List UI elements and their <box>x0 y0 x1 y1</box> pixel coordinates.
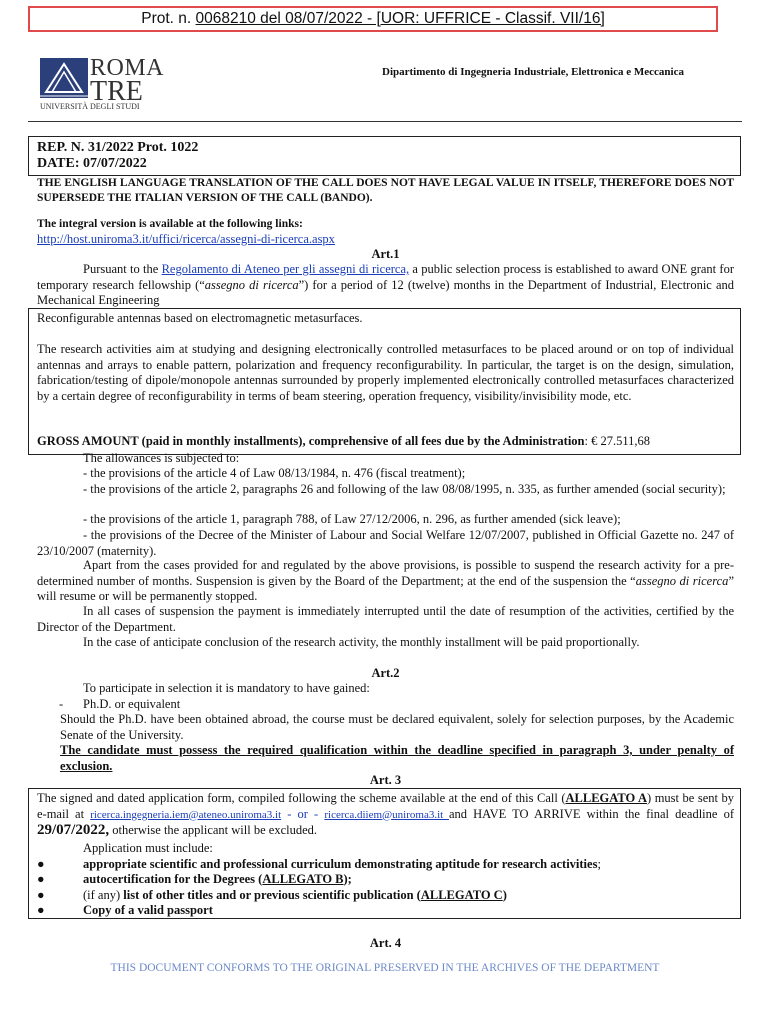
suspension-paragraph-2: In all cases of suspension the payment is immediately interrupted until the date of resumption of the activities, certified by the Director of the Department. <box>37 604 734 634</box>
deadline-date: 29/07/2022, <box>37 822 110 838</box>
document-footer: THIS DOCUMENT CONFORMS TO THE ORIGINAL PRESERVED IN THE ARCHIVES OF THE DEPARTMENT <box>110 962 660 974</box>
allegato-c: ALLEGATO C <box>420 888 503 902</box>
rep-number: REP. N. 31/2022 Prot. 1022 <box>37 140 199 155</box>
rep-box <box>28 136 741 176</box>
susp-text-b: ” will resume or will be permanently stopped. <box>37 573 734 603</box>
art1-paragraph <box>37 262 734 309</box>
bullet-icon: ● <box>37 903 45 917</box>
protocol-prefix: Prot. n. <box>141 10 196 27</box>
art1-text-b: a public selection process is established to award ONE grant for temporary research fellowship (“ <box>37 262 734 292</box>
art1-text-a: Pursuant to the <box>83 262 162 276</box>
email-link-1[interactable]: ricerca.ingegneria.iem@ateneo.uniroma3.it <box>90 808 282 821</box>
art3-paragraph <box>37 791 734 839</box>
art3-include: Application must include: <box>83 841 213 855</box>
email-or: - or - <box>281 806 325 821</box>
suspension-paragraph-1 <box>37 558 734 605</box>
art3-text-b: ) must be sent by e-mail at <box>37 791 734 821</box>
bullet-3-end: ) <box>502 888 507 902</box>
gross-amount <box>37 434 734 450</box>
gross-amount-label: GROSS AMOUNT (paid in monthly installments), comprehensive of all fees due by the Administration <box>37 434 585 448</box>
bullet-icon: ● <box>37 872 45 886</box>
bullet-1-text: appropriate scientific and professional curriculum demonstrating aptitude for research activities <box>83 857 598 871</box>
art1-italic: assegno di ricerca <box>204 277 299 292</box>
art1-text-c: ”) for a period of 12 (twelve) months in the Department of Industrial, Electronic and Mechanical Engineering <box>37 277 734 307</box>
art3-title: Art. 3 <box>369 773 402 787</box>
university-logo <box>40 55 165 116</box>
bullet-2-text: autocertification for the Degrees ( <box>83 872 263 886</box>
art2-dash: - <box>59 697 64 711</box>
art3-text-d: otherwise the applicant will be excluded. <box>109 823 318 837</box>
art1-title: Art.1 <box>371 247 400 261</box>
art2-requirement: The candidate must possess the required qualification within the deadline specified in paragraph 3, under penalty of exclusion. <box>60 743 734 773</box>
suspension-paragraph-3: In the case of anticipate conclusion of the research activity, the monthly installment will be paid proportionally. <box>83 635 640 649</box>
legal-disclaimer: THE ENGLISH LANGUAGE TRANSLATION OF THE CALL DOES NOT HAVE LEGAL VALUE IN ITSELF, THEREFORE DOES NOT SUPERSEDE THE ITALIAN VERSION OF THE CALL (BANDO). <box>37 177 734 204</box>
bullet-icon: ● <box>37 857 45 871</box>
art3-text-c: and HAVE TO ARRIVE within the final deadline of <box>448 806 734 821</box>
regolamento-link[interactable]: Regolamento di Ateneo per gli assegni di ricerca, <box>161 262 410 276</box>
allegato-b: ALLEGATO B <box>262 872 344 886</box>
provision-2: - the provisions of the article 2, paragraphs 26 and following of the law 08/08/1995, n. 335, as further amended (social security); <box>83 482 726 496</box>
provision-4: - the provisions of the Decree of the Minister of Labour and Social Welfare 12/07/2007, published in Official Gazette no. 247 of 23/10/2007 (maternity). <box>37 528 734 558</box>
integral-version-link[interactable]: http://host.uniroma3.it/uffici/ricerca/assegni-di-ricerca.aspx <box>37 232 335 246</box>
research-topic-title: Reconfigurable antennas based on electromagnetic metasurfaces. <box>37 311 363 325</box>
allegato-a: ALLEGATO A <box>565 791 648 805</box>
art2-title: Art.2 <box>371 666 400 680</box>
provision-3: - the provisions of the article 1, paragraph 788, of Law 27/12/2006, n. 296, as further amended (sick leave); <box>83 512 621 526</box>
integral-version-label: The integral version is available at the following links: <box>37 218 303 230</box>
protocol-stamp <box>28 6 718 32</box>
art2-abroad: Should the Ph.D. have been obtained abroad, the course must be declared equivalent, solely for selection purposes, by the Academic Senate of the University. <box>60 712 734 742</box>
bullet-1-end: ; <box>597 857 601 871</box>
email-link-2[interactable]: ricerca.diiem@uniroma3.it <box>324 808 449 821</box>
art4-title: Art. 4 <box>369 936 402 950</box>
susp-text-a: Apart from the cases provided for and regulated by the above provisions, is possible to suspend the research activity for a pre-determined number of months. Suspension is given by the Board of the Department; at the end of the suspension the “ <box>37 558 734 588</box>
provision-1: - the provisions of the article 4 of Law 08/13/1984, n. 476 (fiscal treatment); <box>83 466 466 480</box>
logo-tre-text: TRE <box>90 76 143 107</box>
allowances-intro: The allowances is subjected to: <box>83 451 240 465</box>
art3-text-a: The signed and dated application form, compiled following the scheme available at the end of this Call ( <box>37 791 566 805</box>
art2-item-text: Ph.D. or equivalent <box>83 697 181 711</box>
research-topic-description: The research activities aim at studying and designing electronically controlled metasurfaces to be placed around or on top of individual antennas and arrays to enable pattern, polarization and frequency reconfigurability. In particular, the target is on the design, simulation, fabrication/testing of dipole/monopole antennas surrounded by properly implemented electronically controlled metasurfaces characterized by a certain degree of reconfigurability in terms of beam steering, operation frequency, visibility/invisibility mode, etc. <box>37 342 734 403</box>
gross-amount-value: : € 27.511,68 <box>584 434 651 448</box>
bullet-4-text: Copy of a valid passport <box>83 903 213 917</box>
bullet-3-text: list of other titles and or previous scientific publication ( <box>123 888 421 902</box>
department-name: Dipartimento di Ingegneria Industriale, Elettronica e Meccanica <box>382 66 684 78</box>
bullet-2-end: ); <box>343 872 352 886</box>
logo-subtitle: UNIVERSITÀ DEGLI STUDI <box>40 102 140 111</box>
logo-roma-text: ROMA <box>90 55 165 81</box>
protocol-number: 0068210 del 08/07/2022 - [UOR: UFFRICE - Classif. VII/16] <box>195 10 605 27</box>
rep-date: DATE: 07/07/2022 <box>37 156 147 171</box>
bullet-3-pre: (if any) <box>83 888 124 902</box>
susp-italic: assegno di ricerca <box>635 573 729 588</box>
bullet-icon: ● <box>37 888 45 902</box>
art2-intro: To participate in selection it is mandatory to have gained: <box>83 681 370 695</box>
header-rule <box>28 121 742 122</box>
